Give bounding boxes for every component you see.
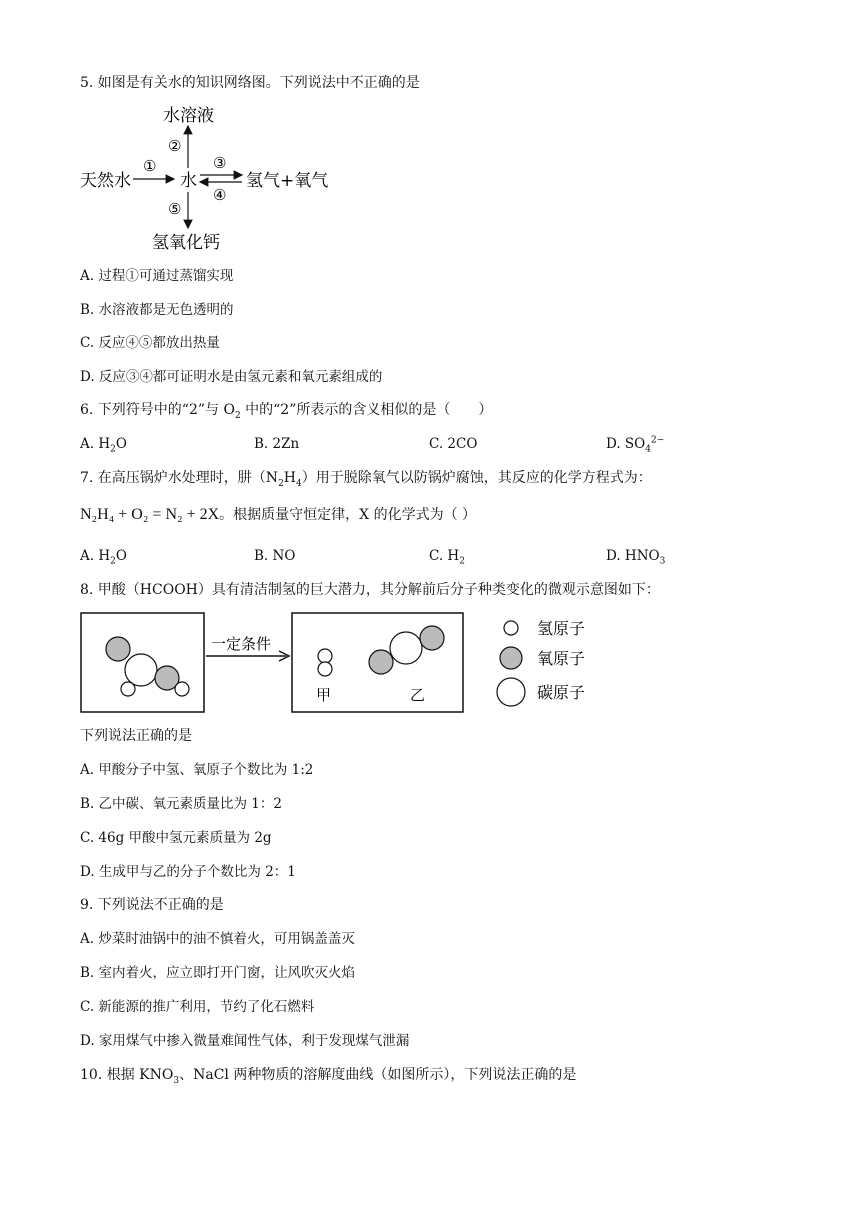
product-jia-label: 甲 [316,686,332,704]
q7-equation: N₂H₄ + O₂ = N₂ + 2X [80,506,220,523]
q7-option-b: B. NO [254,548,296,564]
q5-option-d: D. 反应③④都可证明水是由氢元素和氧元素组成的 [80,369,383,385]
q5-option-b: B. 水溶液都是无色透明的 [80,302,234,318]
diagram-node-right: 氢气+氧气 [246,171,329,191]
product-yi-label: 乙 [410,686,426,704]
q8-stem: 8. 甲酸（HCOOH）具有清洁制氢的巨大潜力，其分解前后分子种类变化的微观示意图如下： [80,582,660,598]
q9-stem: 9. 下列说法不正确的是 [80,897,224,913]
q6-stem: 6. 下列符号中的“2”与 $O_2$ 中的“2”所表示的含义相似的是（ ） [80,402,493,421]
q8-lead: 下列说法正确的是 [80,728,192,744]
arrow-4-label: ④ [213,186,227,204]
legend-oxygen-label: 氧原子 [537,649,586,668]
hydrogen-atom [318,649,332,663]
q6-option-d: D. $SO_4^{2-}$ [606,435,665,455]
q6-option-a: A. $H_2O$ [80,436,127,455]
diagram-node-left: 天然水 [80,171,131,191]
q7-equation-line: N₂H₄ + O₂ = N₂ + 2X。根据质量守恒定律，X 的化学式为（ ） [80,506,477,523]
reaction-condition: 一定条件 [211,635,272,653]
q7-option-a: A. $H_2O$ [80,548,127,567]
diagram-node-bottom: 氢氧化钙 [152,233,220,253]
oxygen-atom [369,650,393,674]
carbon-atom [125,654,157,686]
q6-option-c: C. 2CO [429,436,478,452]
q5-option-a: A. 过程①可通过蒸馏实现 [80,268,234,284]
arrow-1-label: ① [143,157,157,175]
q7-stem: 7. 在高压锅炉水处理时，肼$(N_2H_4)$用于脱除氧气以防锅炉腐蚀，其反应的化学方程式为： [80,470,652,489]
arrow-3-label: ③ [213,154,227,172]
q6-option-b: B. 2Zn [254,436,300,452]
q9-option-a: A. 炒菜时油锅中的油不慎着火，可用锅盖盖灭 [80,931,355,947]
q8-option-a: A. 甲酸分子中氢、氧原子个数比为 1:2 [80,762,314,778]
legend-carbon-label: 碳原子 [537,683,586,702]
oxygen-atom [420,626,444,650]
diagram-node-top: 水溶液 [163,106,214,126]
legend-carbon-icon [497,678,525,706]
q8-option-b: B. 乙中碳、氧元素质量比为 1：2 [80,796,282,812]
hydrogen-atom [175,682,189,696]
q8-option-d: D. 生成甲与乙的分子个数比为 2：1 [80,864,296,880]
legend-hydrogen-icon [504,621,518,635]
q10-stem: 10. 根据 $KNO_3$、NaCl 两种物质的溶解度曲线（如图所示），下列说法正确的是 [80,1067,577,1086]
arrow-2-label: ② [168,137,182,155]
carbon-atom [390,632,422,664]
legend-oxygen-icon [500,647,522,669]
q5-stem: 5. 如图是有关水的知识网络图。下列说法中不正确的是 [80,75,420,91]
q7-option-d: D. $HNO_3$ [606,548,666,567]
q9-option-c: C. 新能源的推广利用，节约了化石燃料 [80,999,315,1015]
hydrogen-atom [318,662,332,676]
formic-acid-decomposition-diagram [0,606,860,716]
oxygen-atom [106,637,130,661]
hydrogen-atom [121,682,135,696]
q7-option-c: C. $H_2$ [429,548,465,567]
q9-option-d: D. 家用煤气中掺入微量难闻性气体，利于发现煤气泄漏 [80,1033,410,1049]
q9-option-b: B. 室内着火，应立即打开门窗，让风吹灭火焰 [80,965,356,981]
legend-hydrogen-label: 氢原子 [537,619,586,638]
diagram-node-center: 水 [180,171,197,191]
q8-option-c: C. 46g 甲酸中氢元素质量为 2g [80,830,272,846]
q5-option-c: C. 反应④⑤都放出热量 [80,335,220,351]
arrow-5-label: ⑤ [168,200,182,218]
